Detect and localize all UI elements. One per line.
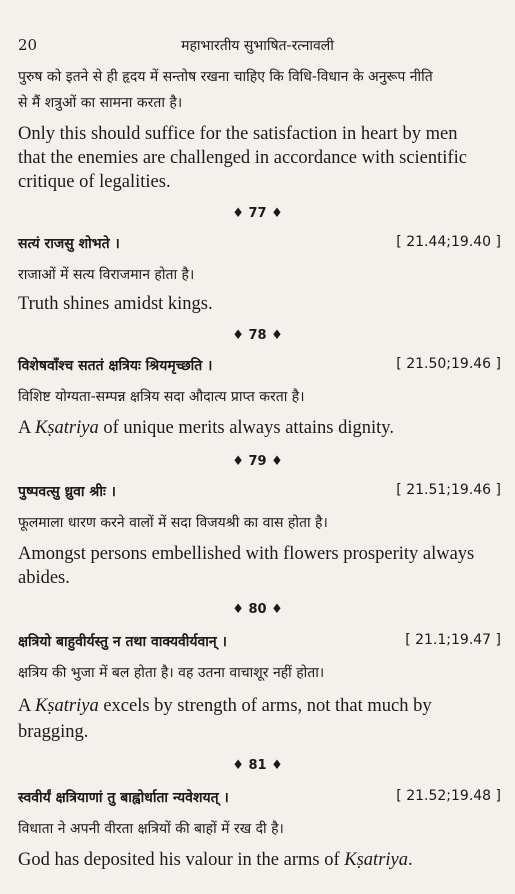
english-translation: God has deposited his valour in the arms of Kṣatriya. xyxy=(18,850,413,870)
verse-reference: [ 21.50;19.46 ] xyxy=(396,356,501,372)
verse-row-81 xyxy=(18,788,501,814)
sanskrit-verse: पुष्पवत्सु ध्रुवा श्रीः । xyxy=(18,484,116,500)
sanskrit-verse: स्ववीर्यं क्षत्रियाणां तु बाह्वोर्धाता न्यवेशयत् । xyxy=(18,790,229,806)
italic-term: Kṣatriya xyxy=(344,850,408,870)
page-number: 20 xyxy=(18,36,38,54)
english-translation-line-2: bragging. xyxy=(18,722,89,742)
hindi-translation: क्षत्रिय की भुजा में बल होता है। वह उतना वाचाशूर नहीं होता। xyxy=(18,665,325,681)
verse-row-80 xyxy=(18,632,501,658)
english-translation-line-2: abides. xyxy=(18,568,70,588)
verse-row-78 xyxy=(18,356,501,382)
verse-reference: [ 21.44;19.40 ] xyxy=(396,234,501,250)
verse-row-77 xyxy=(18,234,501,260)
english-translation-line-1: Amongst persons embellished with flowers prosperity always xyxy=(18,544,475,564)
italic-term: Kṣatriya xyxy=(34,418,99,438)
hindi-translation: फूलमाला धारण करने वालों में सदा विजयश्री का वास होता है। xyxy=(18,515,328,531)
english-translation: Truth shines amidst kings. xyxy=(18,294,213,314)
intro-hindi-line-2: से मैं शत्रुओं का सामना करता है। xyxy=(18,95,183,111)
italic-term: Kṣatriya xyxy=(34,696,99,716)
verse-marker-81: ♦ 81 ♦ xyxy=(232,758,283,773)
sanskrit-verse: सत्यं राजसु शोभते । xyxy=(18,236,120,252)
hindi-translation: विधाता ने अपनी वीरता क्षत्रियों की बाहों में रख दी है। xyxy=(18,821,284,837)
verse-row-79 xyxy=(18,482,501,508)
verse-reference: [ 21.52;19.48 ] xyxy=(396,788,501,804)
sanskrit-verse: विशेषवाँश्च सततं क्षत्रियः श्रियमृच्छति । xyxy=(18,358,213,374)
verse-reference: [ 21.51;19.46 ] xyxy=(396,482,501,498)
verse-marker-80: ♦ 80 ♦ xyxy=(232,602,283,617)
intro-english-line-2: that the enemies are challenged in accordance with scientific xyxy=(18,148,467,168)
intro-hindi-line-1: पुरुष को इतने से ही हृदय में सन्तोष रखना चाहिए कि विधि-विधान के अनुरूप नीति xyxy=(18,69,433,85)
hindi-translation: विशिष्ट योग्यता-सम्पन्न क्षत्रिय सदा औदात्य प्राप्त करता है। xyxy=(18,389,305,405)
verse-marker-79: ♦ 79 ♦ xyxy=(232,454,283,469)
running-title: महाभारतीय सुभाषित-रत्नावली xyxy=(181,38,334,54)
page-header xyxy=(18,36,497,58)
verse-marker-77: ♦ 77 ♦ xyxy=(232,206,283,221)
sanskrit-verse: क्षत्रियो बाहुवीर्यस्तु न तथा वाक्यवीर्यवान् । xyxy=(18,634,227,650)
intro-english-line-1: Only this should suffice for the satisfaction in heart by men xyxy=(18,124,458,144)
english-translation: A Kṣatriya of unique merits always attains dignity. xyxy=(18,418,394,438)
verse-reference: [ 21.1;19.47 ] xyxy=(405,632,501,648)
hindi-translation: राजाओं में सत्य विराजमान होता है। xyxy=(18,267,195,283)
verse-marker-78: ♦ 78 ♦ xyxy=(232,328,283,343)
english-translation-line-1: A Kṣatriya excels by strength of arms, not that much by xyxy=(18,696,432,716)
intro-english-line-3: critique of legalities. xyxy=(18,172,171,192)
